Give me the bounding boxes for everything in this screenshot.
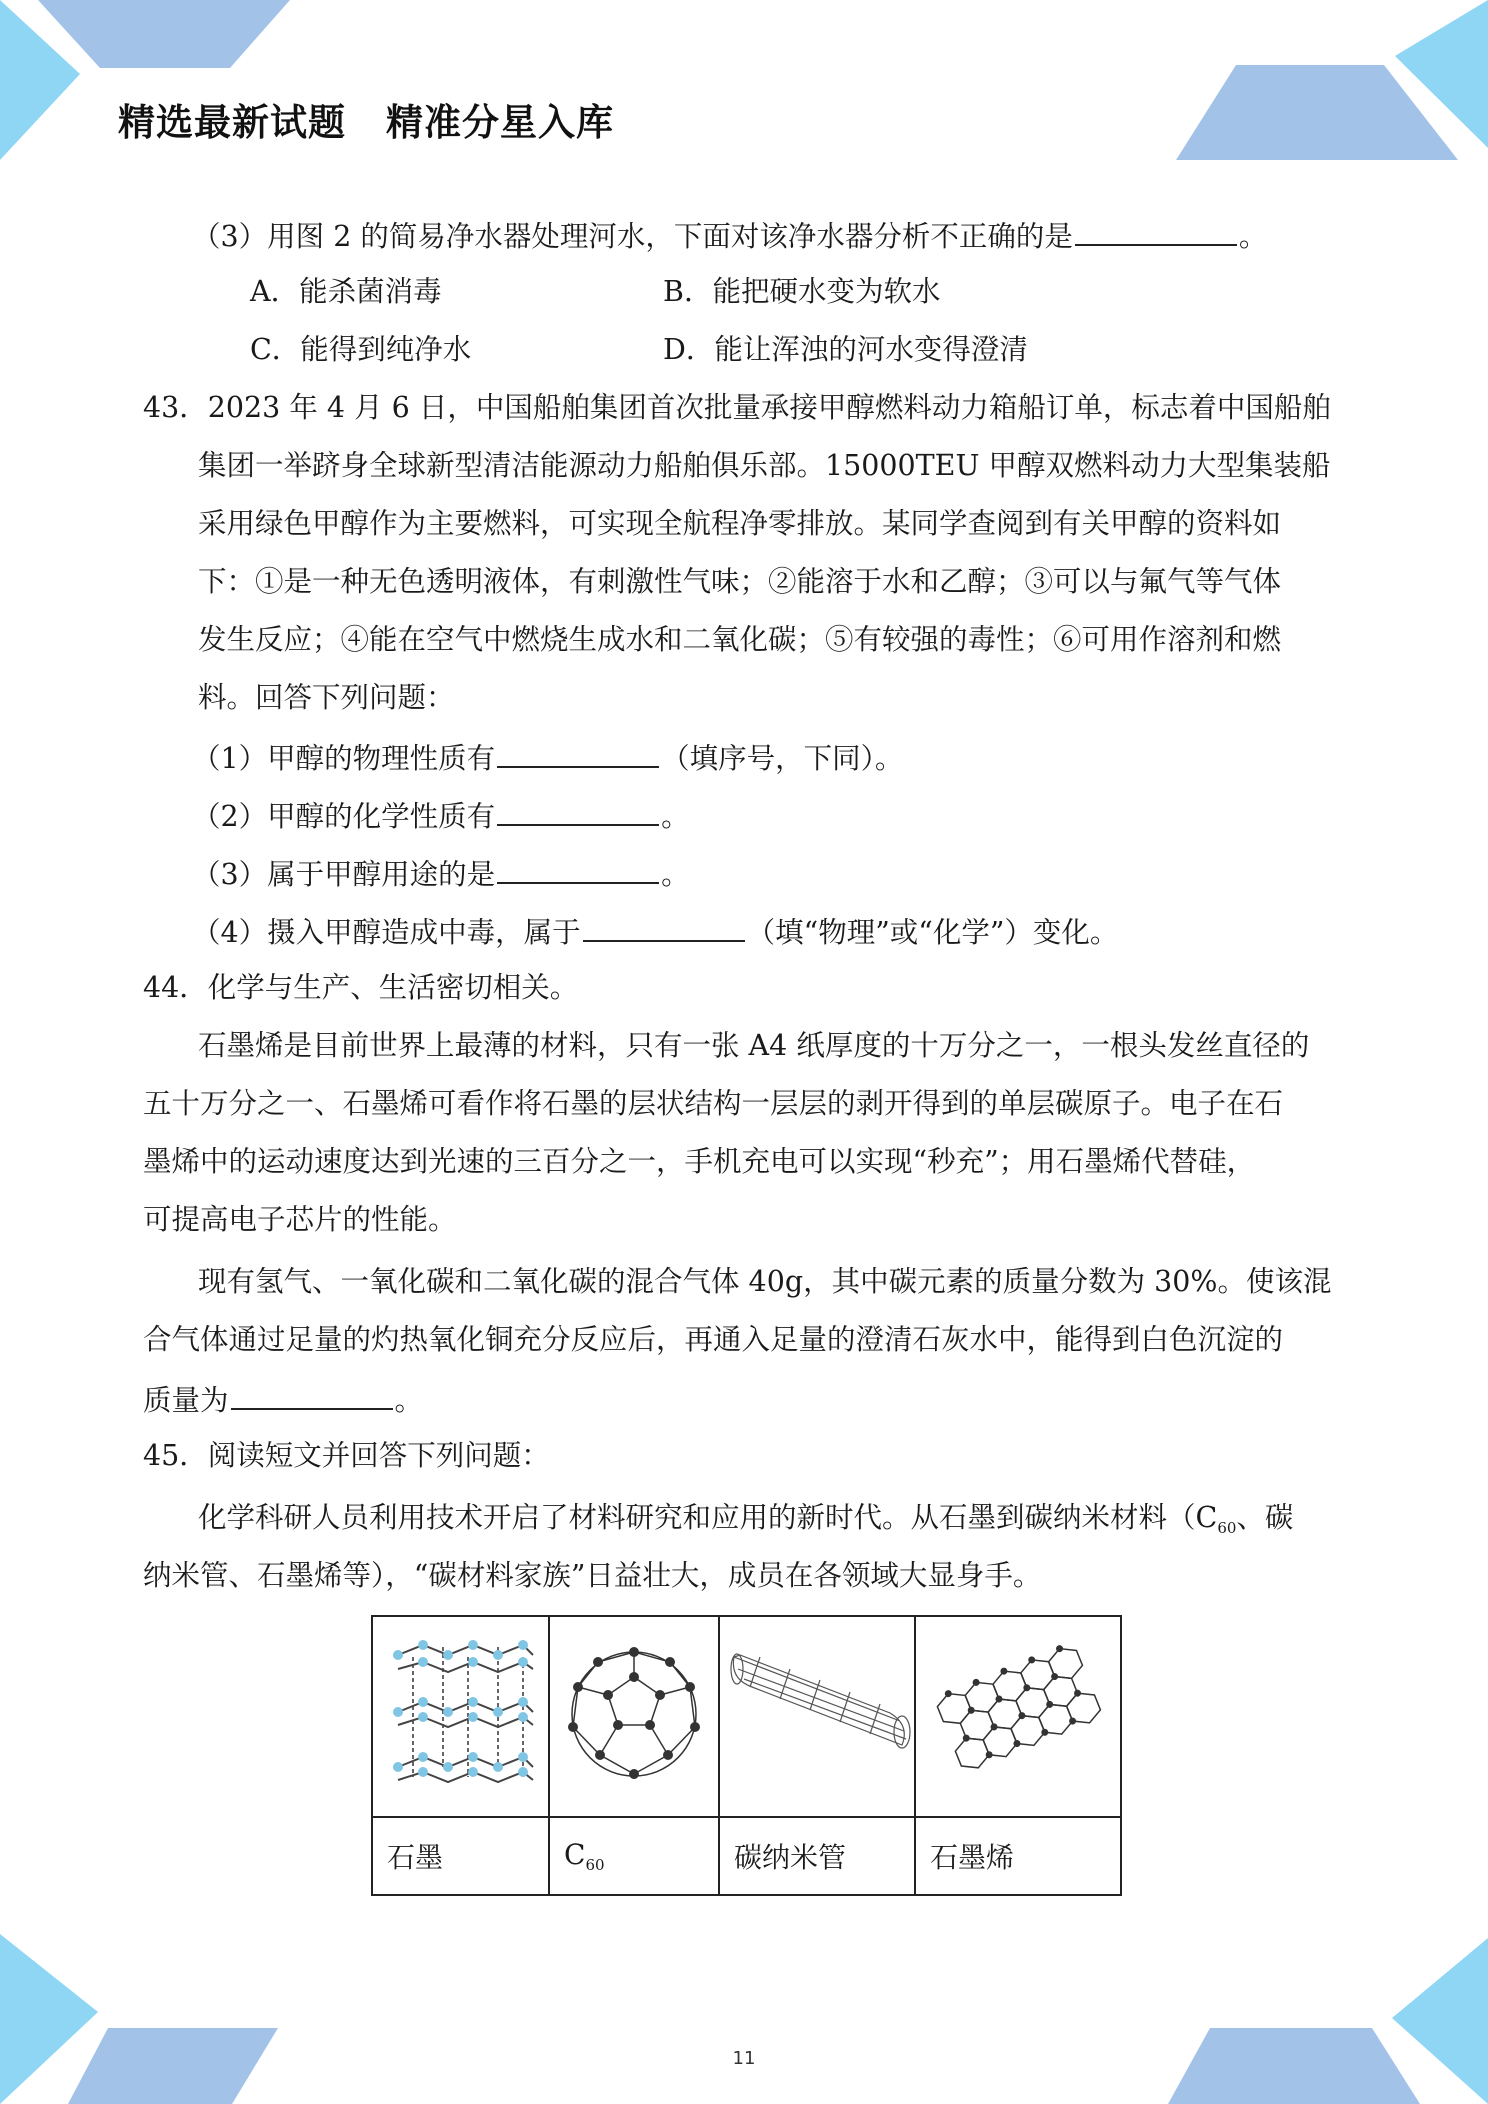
table-image-row <box>372 1616 1121 1817</box>
q43-part2-period: 。 <box>661 800 690 833</box>
table-label-row <box>372 1817 1121 1895</box>
q43-part3-period: 。 <box>661 858 690 891</box>
answer-blank[interactable] <box>497 736 659 768</box>
nanotube-cell <box>719 1616 915 1817</box>
q43-part4-text: （4）摄入甲醇造成中毒，属于 <box>192 916 581 949</box>
q43-part4 <box>192 910 1118 953</box>
q44-p1-line2: 五十万分之一、石墨烯可看作将石墨的层状结构一层层的剥开得到的单层碳原子。电子在石 <box>143 1087 1284 1120</box>
carbon-materials-table <box>371 1615 1122 1896</box>
c60-structure-image <box>550 1617 718 1812</box>
q42-option-d: D．能让浑浊的河水变得澄清 <box>663 333 1028 366</box>
q42-option-a: A．能杀菌消毒 <box>250 275 442 308</box>
q43-line1: 43．2023 年 4 月 6 日，中国船舶集团首次批量承接甲醇燃料动力箱船订单，标志着中国船舶 <box>143 391 1331 424</box>
q44-p2-line1: 现有氢气、一氧化碳和二氧化碳的混合气体 40g，其中碳元素的质量分数为 30%。使该混 <box>198 1265 1332 1298</box>
q43-part3-text: （3）属于甲醇用途的是 <box>192 858 496 891</box>
q42-part3 <box>192 214 1267 257</box>
q45-p1-line1 <box>198 1498 1293 1548</box>
nanotube-label: 碳纳米管 <box>719 1817 915 1895</box>
q43-part4-hint: （填“物理”或“化学”）变化。 <box>746 916 1119 949</box>
q42-option-c: C．能得到纯净水 <box>250 333 472 366</box>
graphene-cell <box>915 1616 1121 1817</box>
graphite-label: 石墨 <box>372 1817 549 1895</box>
c60-label-sub: 60 <box>585 1856 605 1874</box>
nanotube-structure-image <box>720 1617 914 1812</box>
c60-label-main: C <box>564 1838 586 1871</box>
c60-subscript: 60 <box>1217 1519 1237 1537</box>
page-number: 11 <box>732 2048 756 2069</box>
q43-part1-hint: （填序号，下同）。 <box>661 742 904 775</box>
q44-p2-line3 <box>143 1378 423 1421</box>
q43-line4: 下：①是一种无色透明液体，有刺激性气味；②能溶于水和乙醇；③可以与氟气等气体 <box>198 565 1282 598</box>
q43-part1-text: （1）甲醇的物理性质有 <box>192 742 496 775</box>
bottom-right-triangle <box>1392 1938 1488 2104</box>
q45-p1-line2: 纳米管、石墨烯等），“碳材料家族”日益壮大，成员在各领域大显身手。 <box>143 1559 1042 1592</box>
q43-line3: 采用绿色甲醇作为主要燃料，可实现全航程净零排放。某同学查阅到有关甲醇的资料如 <box>198 507 1282 540</box>
q44-p2-line2: 合气体通过足量的灼热氧化铜充分反应后，再通入足量的澄清石灰水中，能得到白色沉淀的 <box>143 1323 1284 1356</box>
q44-p1-line4: 可提高电子芯片的性能。 <box>143 1203 457 1236</box>
header-title <box>118 92 614 146</box>
q43-part3 <box>192 852 690 895</box>
q44-p1-line3: 墨烯中的运动速度达到光速的三百分之一，手机充电可以实现“秒充”；用石墨烯代替硅， <box>143 1145 1256 1178</box>
graphene-structure-image <box>916 1617 1120 1812</box>
q42-part3-period: 。 <box>1238 220 1268 253</box>
q45-p1-text-end: 、碳 <box>1236 1501 1294 1534</box>
header-title-left: 精选最新试题 <box>118 101 346 144</box>
q45-line1: 45．阅读短文并回答下列问题： <box>143 1439 550 1472</box>
answer-blank[interactable] <box>497 794 659 826</box>
q42-option-b: B．能把硬水变为软水 <box>663 275 941 308</box>
q43-line2: 集团一举跻身全球新型清洁能源动力船舶俱乐部。15000TEU 甲醇双燃料动力大型集装船 <box>198 449 1331 482</box>
answer-blank[interactable] <box>497 852 659 884</box>
top-left-trapezoid <box>38 0 290 68</box>
q45-p1-text: 化学科研人员利用技术开启了材料研究和应用的新时代。从石墨到碳纳米材料（C <box>198 1501 1218 1534</box>
q44-p2-period: 。 <box>394 1384 424 1417</box>
header-title-right: 精准分星入库 <box>386 101 614 144</box>
q44-p2-text: 质量为 <box>143 1384 229 1417</box>
q43-part2 <box>192 794 690 837</box>
q43-part2-text: （2）甲醇的化学性质有 <box>192 800 496 833</box>
q43-part1 <box>192 736 903 779</box>
q43-line6: 料。回答下列问题： <box>198 681 455 714</box>
graphene-label: 石墨烯 <box>915 1817 1121 1895</box>
graphite-cell <box>372 1616 549 1817</box>
q44-line1: 44．化学与生产、生活密切相关。 <box>143 971 579 1004</box>
answer-blank[interactable] <box>583 910 745 942</box>
graphite-structure-image <box>373 1617 548 1812</box>
answer-blank[interactable] <box>1075 214 1237 246</box>
c60-cell <box>549 1616 719 1817</box>
answer-blank[interactable] <box>231 1378 393 1410</box>
top-right-trapezoid <box>1176 65 1458 160</box>
c60-label <box>549 1817 719 1895</box>
q44-p1-line1: 石墨烯是目前世界上最薄的材料，只有一张 A4 纸厚度的十万分之一，一根头发丝直径的 <box>198 1029 1310 1062</box>
q42-part3-text: （3）用图 2 的简易净水器处理河水，下面对该净水器分析不正确的是 <box>192 220 1073 253</box>
q43-line5: 发生反应；④能在空气中燃烧生成水和二氧化碳；⑤有较强的毒性；⑥可用作溶剂和燃 <box>198 623 1282 656</box>
